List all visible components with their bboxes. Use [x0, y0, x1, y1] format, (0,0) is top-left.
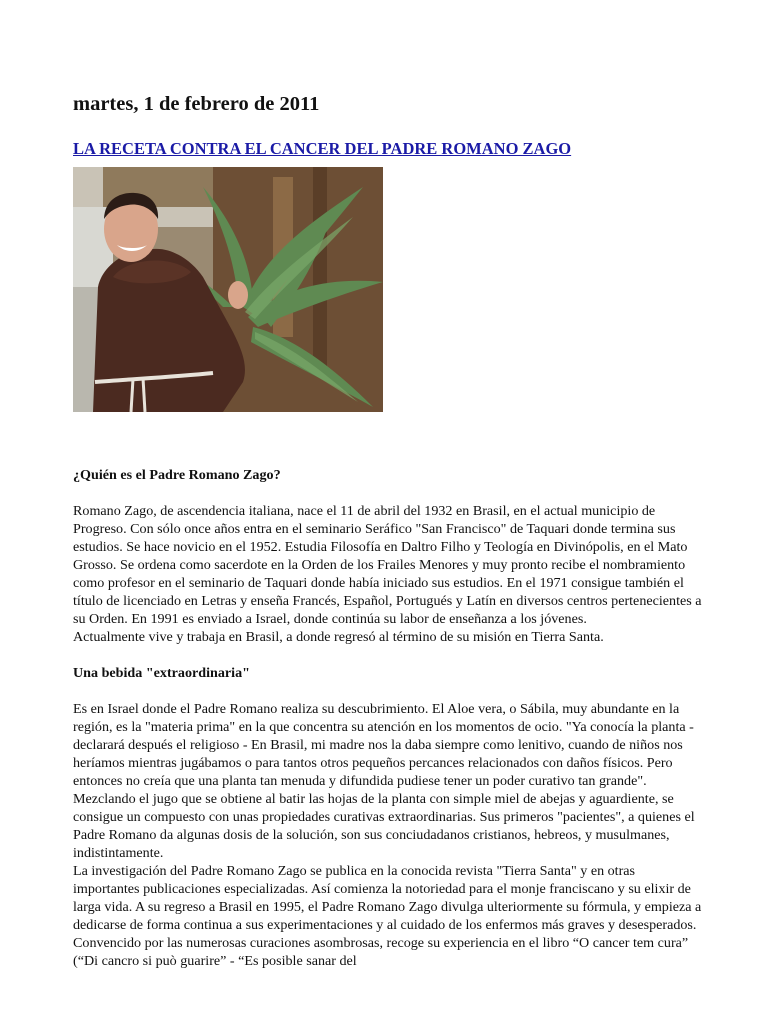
post-date: martes, 1 de febrero de 2011	[73, 93, 320, 115]
paragraph: Mezclando el jugo que se obtiene al batir las hojas de la planta con simple miel de abejas y aguardiente, se consigue un compuesto con unas propiedades curativas extraordinarias. Sus primeros "pacientes", a quienes el Padre Romano da algunas dosis de la solución, son sus conciudadanos cristianos, hebreos, y musulmanes, indistintamente.	[73, 791, 695, 861]
paragraph: Actualmente vive y trabaja en Brasil, a donde regresó al término de su misión en Tierra Santa.	[73, 629, 604, 645]
paragraph: Es en Israel donde el Padre Romano realiza su descubrimiento. El Aloe vera, o Sábila, muy abundante en la región, es la "materia prima" en la que concentra su atención en los momentos de ocio. "Ya conocía la planta - declarará después el religioso - En Brasil, mi madre nos la daba siempre como lenitivo, cuando de niños nos heríamos mientras jugábamos o para tantos otros pequeños percances relacionados con daños físicos. Pero entonces no creía que una planta tan menuda y difundida pudiese tener un poder curativo tan grande".	[73, 701, 694, 789]
post-title-link[interactable]: LA RECETA CONTRA EL CANCER DEL PADRE ROMANO ZAGO	[73, 139, 572, 158]
post-body	[73, 466, 703, 970]
section-heading-drink: Una bebida "extraordinaria"	[73, 665, 250, 681]
section-heading-who: ¿Quién es el Padre Romano Zago?	[73, 467, 281, 483]
post-title	[73, 138, 571, 160]
paragraph: La investigación del Padre Romano Zago se publica en la conocida revista "Tierra Santa" y en otras importantes publicaciones especializadas. Así comienza la notoriedad para el monje franciscano y su elixir de larga vida. A su regreso a Brasil en 1995, el Padre Romano Zago divulga ulteriormente su fórmula, y empieza a dedicarse de forma continua a sus experimentaciones y al cuidado de los enfermos más graves y desesperados. Convencido por las numerosas curaciones asombrosas, recoge su experiencia en el libro “O cancer tem cura” (“Di cancro si può guarire” - “Es posible sanar del	[73, 863, 702, 969]
paragraph: Romano Zago, de ascendencia italiana, nace el 11 de abril del 1932 en Brasil, en el actual municipio de Progreso. Con sólo once años entra en el seminario Seráfico "San Francisco" de Taquari donde termina sus estudios. Se hace novicio en el 1952. Estudia Filosofía en Daltro Filho y Teología en Divinópolis, en el Mato Grosso. Se ordena como sacerdote en la Orden de los Frailes Menores y muy pronto recibe el nombramiento como profesor en el seminario de Taquari donde había iniciado sus estudios. En el 1971 consigue también el título de licenciado en Letras y enseña Francés, Español, Portugués y Latín en diversos centros pertenecientes a su Orden. En 1991 es enviado a Israel, donde continúa su labor de enseñanza a los jóvenes.	[73, 503, 702, 627]
priest-with-aloe-photo	[73, 167, 383, 412]
